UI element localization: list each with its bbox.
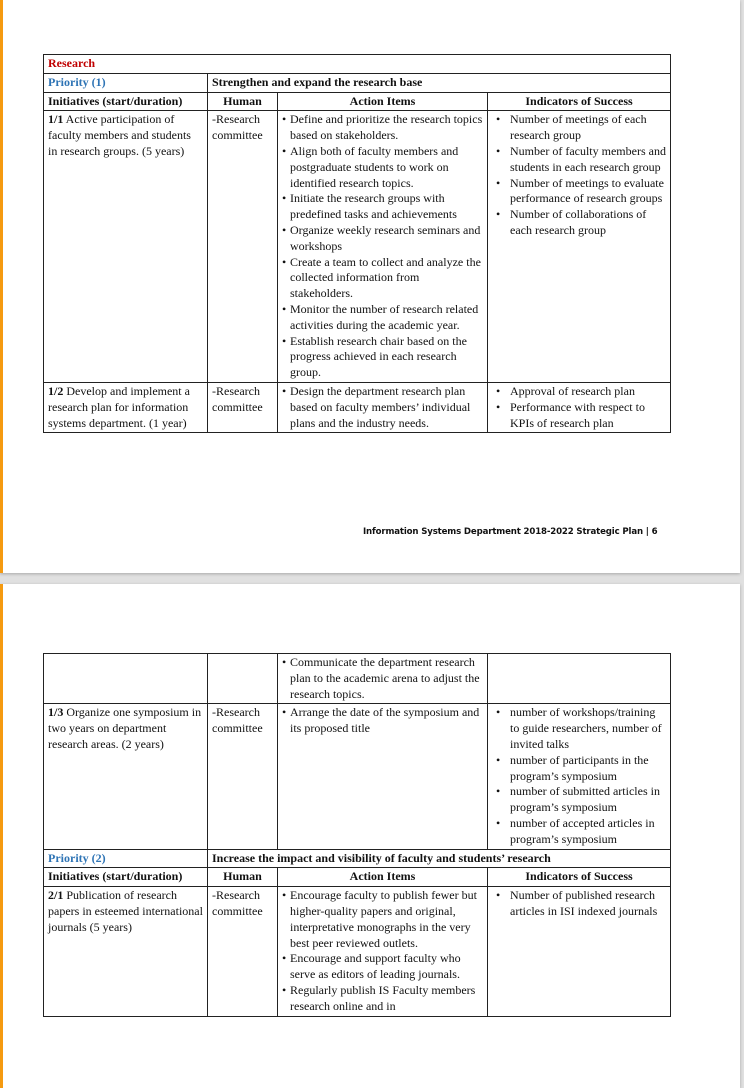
actions-cell xyxy=(278,704,488,849)
indicators-cell xyxy=(488,111,671,383)
header-action-items: Action Items xyxy=(278,92,488,111)
action-item: • Encourage and support faculty who serve as editors of leading journals. xyxy=(282,951,483,983)
page-footer: Information Systems Department 2018-2022 Strategic Plan | 6 xyxy=(363,527,658,537)
indicators-cell xyxy=(488,887,671,1016)
actions-cell xyxy=(278,654,488,704)
human-cell xyxy=(208,654,278,704)
header-human: Human xyxy=(208,868,278,887)
header-initiatives: Initiatives (start/duration) xyxy=(44,92,208,111)
indicator-item: • Number of meetings to evaluate performance of research groups xyxy=(492,176,666,208)
indicator-item: • Number of meetings of each research group xyxy=(492,112,666,144)
initiative-cell xyxy=(44,111,208,383)
action-item: • Organize weekly research seminars and workshops xyxy=(282,223,483,255)
action-item: • Regularly publish IS Faculty members research online and in xyxy=(282,983,483,1015)
initiative-text: Develop and implement a research plan for information systems department. (1 year) xyxy=(48,383,190,430)
table-row xyxy=(44,887,671,1016)
priority-label: Priority (1) xyxy=(44,73,208,92)
action-item: • Align both of faculty members and postgraduate students to work on identified research topics. xyxy=(282,144,483,191)
priority-row xyxy=(44,73,671,92)
header-initiatives: Initiatives (start/duration) xyxy=(44,868,208,887)
initiative-cell xyxy=(44,654,208,704)
indicator-item: • Approval of research plan xyxy=(492,384,666,400)
actions-cell xyxy=(278,887,488,1016)
action-item: • Communicate the department research plan to the academic arena to adjust the research topics. xyxy=(282,655,483,702)
initiative-number: 2/1 xyxy=(48,888,64,903)
priority-label: Priority (2) xyxy=(44,849,208,868)
action-item: • Initiate the research groups with predefined tasks and achievements xyxy=(282,191,483,223)
action-item: • Define and prioritize the research topics based on stakeholders. xyxy=(282,112,483,144)
section-row xyxy=(44,55,671,74)
research-plan-table-continued xyxy=(43,653,671,1017)
indicator-item: • number of participants in the program’s symposium xyxy=(492,753,666,785)
header-indicators: Indicators of Success xyxy=(488,868,671,887)
human-cell: -Research committee xyxy=(208,382,278,432)
header-indicators: Indicators of Success xyxy=(488,92,671,111)
action-item: • Arrange the date of the symposium and its proposed title xyxy=(282,705,483,737)
indicators-cell xyxy=(488,654,671,704)
indicator-item: • number of workshops/training to guide researchers, number of invited talks xyxy=(492,705,666,752)
initiative-cell xyxy=(44,382,208,432)
indicators-cell xyxy=(488,704,671,849)
indicators-cell xyxy=(488,382,671,432)
indicator-item: • Number of faculty members and students in each research group xyxy=(492,144,666,176)
initiative-cell xyxy=(44,887,208,1016)
action-item: • Design the department research plan based on faculty members’ individual plans and the industry needs. xyxy=(282,384,483,431)
priority-title: Increase the impact and visibility of faculty and students’ research xyxy=(208,849,671,868)
table-row xyxy=(44,382,671,432)
action-item: • Monitor the number of research related activities during the academic year. xyxy=(282,302,483,334)
indicator-item: • Performance with respect to KPIs of research plan xyxy=(492,400,666,432)
header-row xyxy=(44,868,671,887)
research-plan-table xyxy=(43,54,671,433)
table-row-continued xyxy=(44,654,671,704)
indicator-item: • Number of collaborations of each research group xyxy=(492,207,666,239)
header-action-items: Action Items xyxy=(278,868,488,887)
indicator-item: • Number of published research articles in ISI indexed journals xyxy=(492,888,666,920)
section-title: Research xyxy=(44,55,671,74)
initiative-number: 1/3 xyxy=(48,705,64,720)
header-human: Human xyxy=(208,92,278,111)
initiative-number: 1/1 xyxy=(48,112,64,127)
priority-row xyxy=(44,849,671,868)
indicator-item: • number of submitted articles in program’s symposium xyxy=(492,784,666,816)
action-item: • Establish research chair based on the progress achieved in each research group. xyxy=(282,334,483,381)
header-row xyxy=(44,92,671,111)
indicator-item: • number of accepted articles in program’s symposium xyxy=(492,816,666,848)
initiative-cell xyxy=(44,704,208,849)
initiative-text: Active participation of faculty members and students in research groups. (5 years) xyxy=(48,112,191,158)
action-item: • Create a team to collect and analyze the collected information from stakeholders. xyxy=(282,255,483,302)
actions-cell xyxy=(278,111,488,383)
human-cell: -Research committee xyxy=(208,887,278,1016)
initiative-text: Publication of research papers in esteemed international journals (5 years) xyxy=(48,888,203,934)
table-row xyxy=(44,704,671,849)
actions-cell xyxy=(278,382,488,432)
priority-title: Strengthen and expand the research base xyxy=(208,73,671,92)
initiative-text: Organize one symposium in two years on department research areas. (2 years) xyxy=(48,705,202,751)
human-cell: -Research committee xyxy=(208,111,278,383)
table-row xyxy=(44,111,671,383)
document-page-7 xyxy=(0,584,740,1088)
human-cell: -Research committee xyxy=(208,704,278,849)
initiative-number: 1/2 xyxy=(48,383,64,398)
action-item: • Encourage faculty to publish fewer but higher-quality papers and original, interpretative monographs in the very best peer reviewed outlets. xyxy=(282,888,483,951)
